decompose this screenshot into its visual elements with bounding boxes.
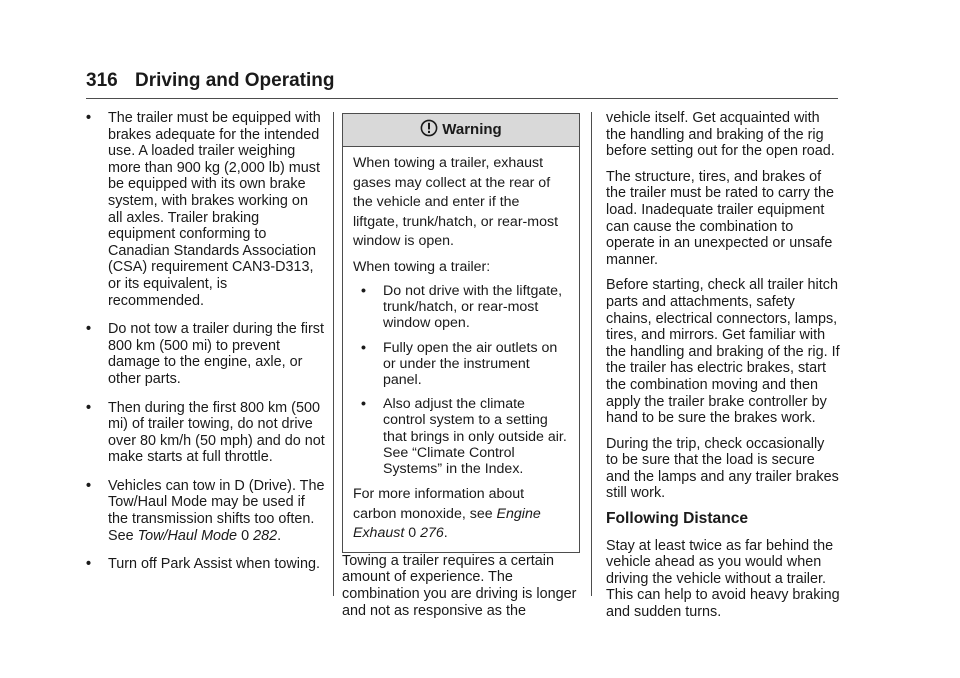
list-item-text (108, 478, 326, 544)
tow-haul-link[interactable]: Tow/Haul Mode (137, 527, 238, 544)
list-item (86, 110, 326, 309)
paragraph: During the trip, check occasionally to be sure that the load is secure and the lamps and any trailer brakes still work. (606, 435, 839, 502)
warning-title: Warning (442, 120, 502, 138)
warning-body (343, 147, 579, 552)
list-item (86, 478, 326, 544)
column-left (86, 110, 326, 585)
list-item-text: Also adjust the climate control system to a setting that brings in only outside air. See “Climate Control Systems” in the Index. (383, 396, 567, 478)
warning-icon (420, 119, 438, 142)
bullet: • (361, 339, 366, 356)
list-item-text: Then during the first 800 km (500 mi) of trailer towing, do not drive over 80 km/h (50 mph) and do not make starts at full throttle. (108, 399, 325, 466)
page-ref[interactable]: 276 (420, 525, 444, 542)
header-divider (86, 98, 838, 99)
column-right (606, 110, 840, 630)
paragraph: vehicle itself. Get acquainted with the handling and braking of the rig before setting out for the open road. (606, 110, 835, 160)
bullet: • (86, 399, 92, 416)
list-item (361, 340, 569, 389)
list-item (361, 396, 569, 477)
bullet: • (361, 283, 366, 299)
ref-arrow-icon: 0 (241, 527, 250, 544)
warning-box (342, 113, 580, 553)
paragraph: Before starting, check all trailer hitch parts and attachments, safety chains, electrical connectors, lamps, tires, and mirrors. Get familiar with the handling and braking of the rig. If the trailer has electric brakes, start the combination moving and then apply the trailer brake controller by hand to be sure the brakes work. (606, 277, 840, 427)
page-number: 316 (86, 70, 118, 91)
list-item (86, 321, 326, 387)
column-divider-left (333, 112, 334, 596)
warning-header (343, 114, 579, 147)
ref-arrow-icon: 0 (408, 525, 417, 542)
page-header (86, 70, 335, 92)
warning-lead: When towing a trailer: (353, 258, 491, 275)
list-item-text: The trailer must be equipped with brakes adequate for the intended use. A loaded trailer weighing more than 900 kg (2,000 lb) must be equipped with its own brake system, with brakes working on all axles. Trailer braking equipment conforming to Canadian Standards Association (CSA) requirement CAN3-D313, or its equivalent, is recommended. (108, 110, 321, 309)
list-item (86, 556, 326, 573)
list-item-text: Fully open the air outlets on or under the instrument panel. (383, 339, 558, 389)
page-ref[interactable]: 282 (253, 527, 278, 544)
section-title: Driving and Operating (134, 70, 335, 91)
list-item (86, 400, 326, 466)
bullet: • (86, 321, 92, 338)
list-item-text: Do not tow a trailer during the first 800 km (500 mi) to prevent damage to the engine, axle, or other parts. (108, 321, 324, 387)
list-item (361, 283, 569, 332)
warning-more (353, 485, 569, 544)
engine-exhaust-link[interactable]: Engine Exhaust (353, 505, 541, 542)
tow-end: . (277, 527, 282, 544)
more-text: For more information about carbon monoxide, see (353, 486, 525, 522)
list-item-text: Turn off Park Assist when towing. (108, 556, 320, 573)
section-heading: Following Distance (606, 510, 749, 528)
tow-text: Vehicles can tow in D (Drive). The Tow/Haul Mode may be used if the transmission shifts too often. See (108, 477, 325, 544)
bullet: • (86, 110, 92, 126)
bullet: • (86, 477, 92, 494)
bullet: • (361, 396, 366, 413)
more-end: . (443, 525, 448, 542)
list-item-text: Do not drive with the liftgate, trunk/hatch, or rear-most window open. (383, 283, 563, 332)
column-middle (342, 113, 580, 619)
paragraph: Towing a trailer requires a certain amount of experience. The combination you are driving is longer and not as responsive as the (342, 552, 577, 619)
paragraph: The structure, tires, and brakes of the trailer must be rated to carry the load. Inadequate trailer equipment can cause the combination to operate in an unexpected or unsafe manner. (606, 168, 834, 268)
paragraph: Stay at least twice as far behind the vehicle ahead as you would when driving the vehicle without a trailer. This can help to avoid heavy braking and sudden turns. (606, 537, 840, 621)
warning-intro: When towing a trailer, exhaust gases may collect at the rear of the vehicle and enter if the liftgate, trunk/hatch, or rear-most window is open. (353, 155, 559, 249)
bullet: • (86, 556, 92, 573)
column-divider-right (591, 112, 592, 596)
